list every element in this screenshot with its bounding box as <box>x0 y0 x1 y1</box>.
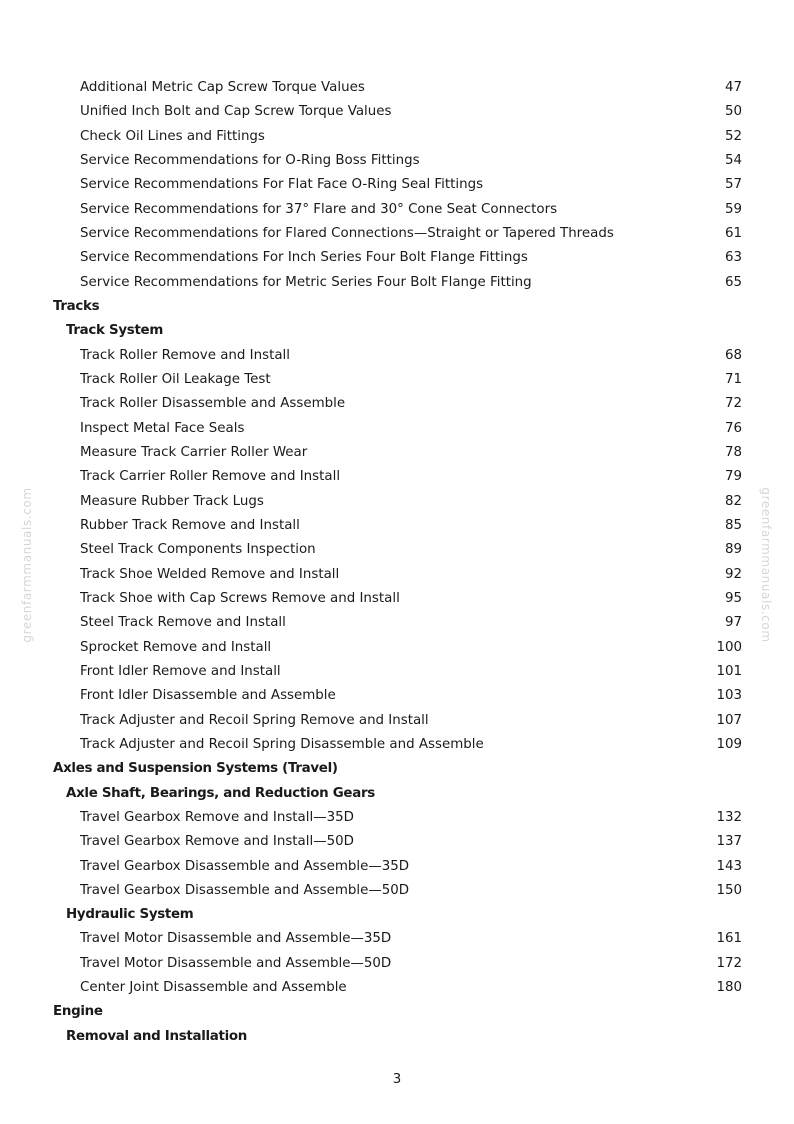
toc-entry-row[interactable] <box>0 855 794 879</box>
toc-entry-row[interactable] <box>0 271 794 295</box>
toc-subsection-row[interactable] <box>0 319 794 343</box>
toc-page-number: 82 <box>724 493 742 509</box>
toc-page-number: 68 <box>724 347 742 363</box>
toc-page-number: 137 <box>716 834 742 850</box>
toc-entry-row[interactable] <box>0 952 794 976</box>
toc-page-number: 63 <box>724 250 742 266</box>
toc-page-number: 52 <box>724 128 742 144</box>
toc-page-number: 76 <box>724 420 742 436</box>
toc-page-number: 103 <box>716 688 742 704</box>
toc-entry-title: Service Recommendations for O-Ring Boss Fittings <box>80 152 420 168</box>
toc-entry-title: Travel Gearbox Disassemble and Assemble—50D <box>80 882 410 898</box>
toc-entry-row[interactable] <box>0 465 794 489</box>
toc-page-number: 57 <box>724 177 742 193</box>
toc-entry-row[interactable] <box>0 733 794 757</box>
toc-entry-title: Track Shoe with Cap Screws Remove and Install <box>80 590 400 606</box>
toc-subsection-title: Removal and Installation <box>66 1028 248 1044</box>
toc-entry-title: Service Recommendations for Flared Connections—Straight or Tapered Threads <box>80 225 614 241</box>
toc-page-number: 101 <box>716 663 742 679</box>
toc-entry-title: Check Oil Lines and Fittings <box>80 128 265 144</box>
toc-subsection-title: Hydraulic System <box>66 907 194 923</box>
toc-entry-row[interactable] <box>0 538 794 562</box>
toc-entry-title: Track Roller Disassemble and Assemble <box>80 396 346 412</box>
toc-page-number: 65 <box>724 274 742 290</box>
toc-entry-title: Service Recommendations for 37° Flare and 30° Cone Seat Connectors <box>80 201 558 217</box>
toc-entry-row[interactable] <box>0 806 794 830</box>
toc-entry-row[interactable] <box>0 149 794 173</box>
toc-page-number: 85 <box>724 517 742 533</box>
toc-page-number: 107 <box>716 712 742 728</box>
toc-page-number: 72 <box>724 396 742 412</box>
toc-section-title: Tracks <box>53 298 100 314</box>
toc-page-number: 161 <box>716 931 742 947</box>
toc-entry-row[interactable] <box>0 660 794 684</box>
toc-entry-row[interactable] <box>0 198 794 222</box>
toc-page-number: 150 <box>716 882 742 898</box>
toc-section-row[interactable] <box>0 295 794 319</box>
toc-entry-row[interactable] <box>0 417 794 441</box>
toc-subsection-row[interactable] <box>0 1025 794 1049</box>
toc-entry-title: Track Adjuster and Recoil Spring Disassemble and Assemble <box>80 736 484 752</box>
toc-entry-title: Measure Track Carrier Roller Wear <box>80 444 308 460</box>
toc-page-number: 50 <box>724 104 742 120</box>
toc-page-number: 59 <box>724 201 742 217</box>
toc-entry-title: Track Adjuster and Recoil Spring Remove and Install <box>80 712 429 728</box>
page-number: 3 <box>392 1072 402 1087</box>
toc-entry-row[interactable] <box>0 490 794 514</box>
toc-section-title: Engine <box>53 1004 103 1020</box>
toc-subsection-row[interactable] <box>0 903 794 927</box>
toc-entry-title: Track Roller Oil Leakage Test <box>80 371 271 387</box>
toc-entry-title: Service Recommendations For Inch Series Four Bolt Flange Fittings <box>80 250 528 266</box>
toc-entry-title: Steel Track Remove and Install <box>80 615 286 631</box>
toc-entry-row[interactable] <box>0 246 794 270</box>
toc-entry-row[interactable] <box>0 125 794 149</box>
toc-entry-row[interactable] <box>0 368 794 392</box>
toc-entry-row[interactable] <box>0 392 794 416</box>
toc-page-number: 109 <box>716 736 742 752</box>
toc-entry-row[interactable] <box>0 976 794 1000</box>
toc-entry-title: Service Recommendations for Metric Series Four Bolt Flange Fitting <box>80 274 532 290</box>
table-of-contents <box>0 76 794 1049</box>
toc-page-number: 95 <box>724 590 742 606</box>
toc-page-number: 132 <box>716 809 742 825</box>
watermark-right: greenfarmmanuals.com <box>759 487 773 643</box>
toc-entry-row[interactable] <box>0 441 794 465</box>
toc-section-row[interactable] <box>0 1000 794 1024</box>
toc-entry-title: Travel Motor Disassemble and Assemble—50D <box>80 955 392 971</box>
toc-subsection-title: Axle Shaft, Bearings, and Reduction Gears <box>66 785 375 801</box>
toc-entry-title: Track Carrier Roller Remove and Install <box>80 469 341 485</box>
toc-entry-row[interactable] <box>0 514 794 538</box>
toc-entry-row[interactable] <box>0 344 794 368</box>
toc-page-number: 100 <box>716 639 742 655</box>
toc-subsection-title: Track System <box>66 323 163 339</box>
toc-page-number: 89 <box>724 542 742 558</box>
toc-section-row[interactable] <box>0 757 794 781</box>
toc-entry-title: Unified Inch Bolt and Cap Screw Torque Values <box>80 104 392 120</box>
toc-entry-row[interactable] <box>0 173 794 197</box>
toc-entry-title: Service Recommendations For Flat Face O-Ring Seal Fittings <box>80 177 484 193</box>
toc-entry-row[interactable] <box>0 587 794 611</box>
toc-page-number: 92 <box>724 566 742 582</box>
toc-entry-row[interactable] <box>0 636 794 660</box>
watermark-left: greenfarmmanuals.com <box>20 487 34 643</box>
toc-entry-row[interactable] <box>0 879 794 903</box>
toc-entry-title: Inspect Metal Face Seals <box>80 420 245 436</box>
toc-entry-row[interactable] <box>0 76 794 100</box>
toc-entry-title: Additional Metric Cap Screw Torque Values <box>80 80 365 95</box>
toc-subsection-row[interactable] <box>0 782 794 806</box>
toc-entry-title: Travel Gearbox Remove and Install—35D <box>80 809 354 825</box>
toc-page-number: 78 <box>724 444 742 460</box>
toc-page-number: 54 <box>724 152 742 168</box>
toc-entry-row[interactable] <box>0 830 794 854</box>
toc-entry-title: Track Shoe Welded Remove and Install <box>80 566 340 582</box>
toc-entry-title: Steel Track Components Inspection <box>80 542 316 558</box>
toc-entry-title: Rubber Track Remove and Install <box>80 517 300 533</box>
toc-entry-row[interactable] <box>0 563 794 587</box>
toc-page-number: 180 <box>716 980 742 996</box>
toc-entry-title: Front Idler Disassemble and Assemble <box>80 688 336 704</box>
toc-entry-row[interactable] <box>0 709 794 733</box>
toc-entry-row[interactable] <box>0 100 794 124</box>
toc-entry-title: Center Joint Disassemble and Assemble <box>80 980 347 996</box>
toc-section-title: Axles and Suspension Systems (Travel) <box>53 761 338 777</box>
toc-page-number: 79 <box>724 469 742 485</box>
toc-page-number: 47 <box>724 80 742 95</box>
toc-entry-title: Sprocket Remove and Install <box>80 639 272 655</box>
toc-page-number: 143 <box>716 858 742 874</box>
toc-entry-row[interactable] <box>0 611 794 635</box>
toc-entry-title: Travel Motor Disassemble and Assemble—35D <box>80 931 392 947</box>
toc-page-number: 97 <box>724 615 742 631</box>
toc-page-number: 172 <box>716 955 742 971</box>
toc-entry-title: Track Roller Remove and Install <box>80 347 290 363</box>
toc-entry-row[interactable] <box>0 684 794 708</box>
toc-page-number: 61 <box>724 225 742 241</box>
toc-page-number: 71 <box>724 371 742 387</box>
toc-entry-title: Front Idler Remove and Install <box>80 663 281 679</box>
toc-entry-title: Travel Gearbox Remove and Install—50D <box>80 834 354 850</box>
toc-entry-title: Measure Rubber Track Lugs <box>80 493 264 509</box>
toc-entry-row[interactable] <box>0 927 794 951</box>
toc-entry-title: Travel Gearbox Disassemble and Assemble—35D <box>80 858 410 874</box>
toc-entry-row[interactable] <box>0 222 794 246</box>
